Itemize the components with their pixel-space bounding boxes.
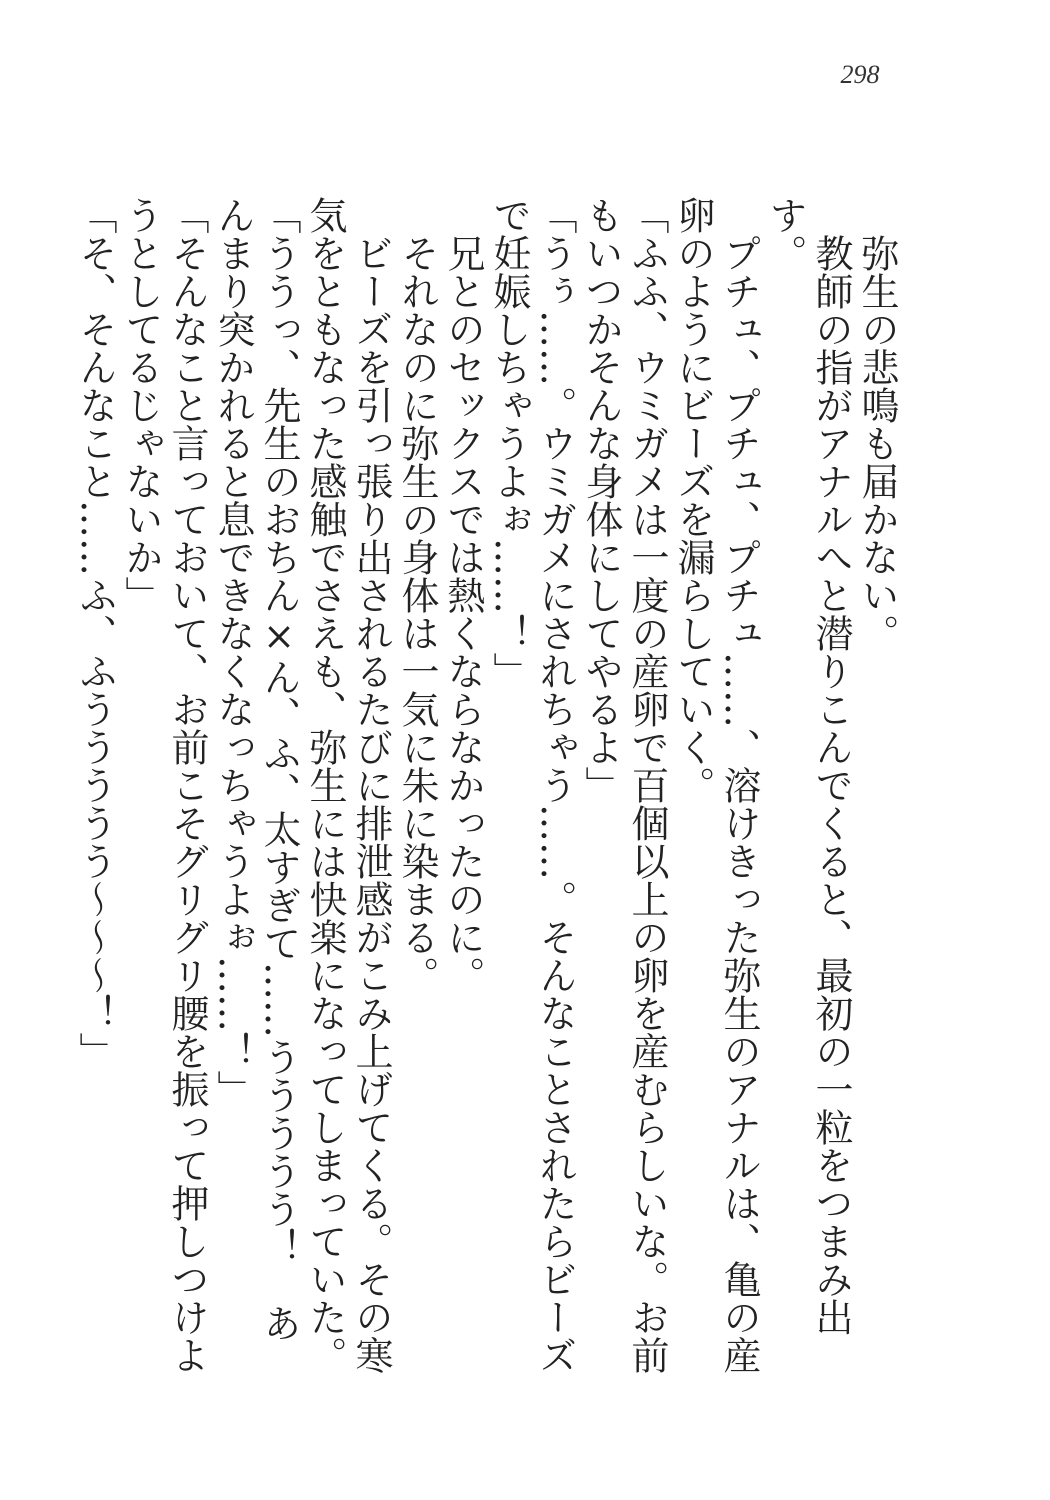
paragraph: ビーズを引っ張り出されるたびに排泄感がこみ上げてくる。その寒気をともなった感触でさえも、弥生には快楽になってしまっていた。 <box>303 196 393 1374</box>
paragraph: 弥生の悲鳴も届かない。 <box>855 234 899 652</box>
dialogue-line: 「うぅ……。ウミガメにされちゃう……。そんなことされたらビーズで妊娠しちゃうよぉ……！」 <box>487 196 577 1374</box>
dialogue-line: 「そんなこと言っておいて、お前こそグリグリ腰を振って押しつけようとしてるじゃないか」 <box>119 196 209 1374</box>
paragraph: 教師の指がアナルへと潜りこんでくると、最初の一粒をつまみ出す。 <box>763 196 853 1336</box>
dialogue-line: 「ふふ、ウミガメは一度の産卵で百個以上の卵を産むらしいな。お前もいつかそんな身体にしてやるよ」 <box>579 196 669 1374</box>
paragraph: 兄とのセックスでは熱くならなかったのに。 <box>441 234 485 994</box>
paragraph: プチュ、プチュ、プチュ……、溶けきった弥生のアナルは、亀の産卵のようにビーズを漏らしていく。 <box>671 196 761 1374</box>
body-text <box>72 196 900 1376</box>
page-number: 298 <box>840 60 880 89</box>
dialogue-line: 「ううっ、先生のおちん×ん、ふ、太すぎて……ううううう！ あんまり突かれると息できなくなっちゃうよぉ……！」 <box>211 196 301 1342</box>
dialogue-line: 「そ、そんなこと……ふ、ふううううう〜〜〜！」 <box>73 196 117 1070</box>
paragraph: それなのに弥生の身体は一気に朱に染まる。 <box>395 234 439 994</box>
